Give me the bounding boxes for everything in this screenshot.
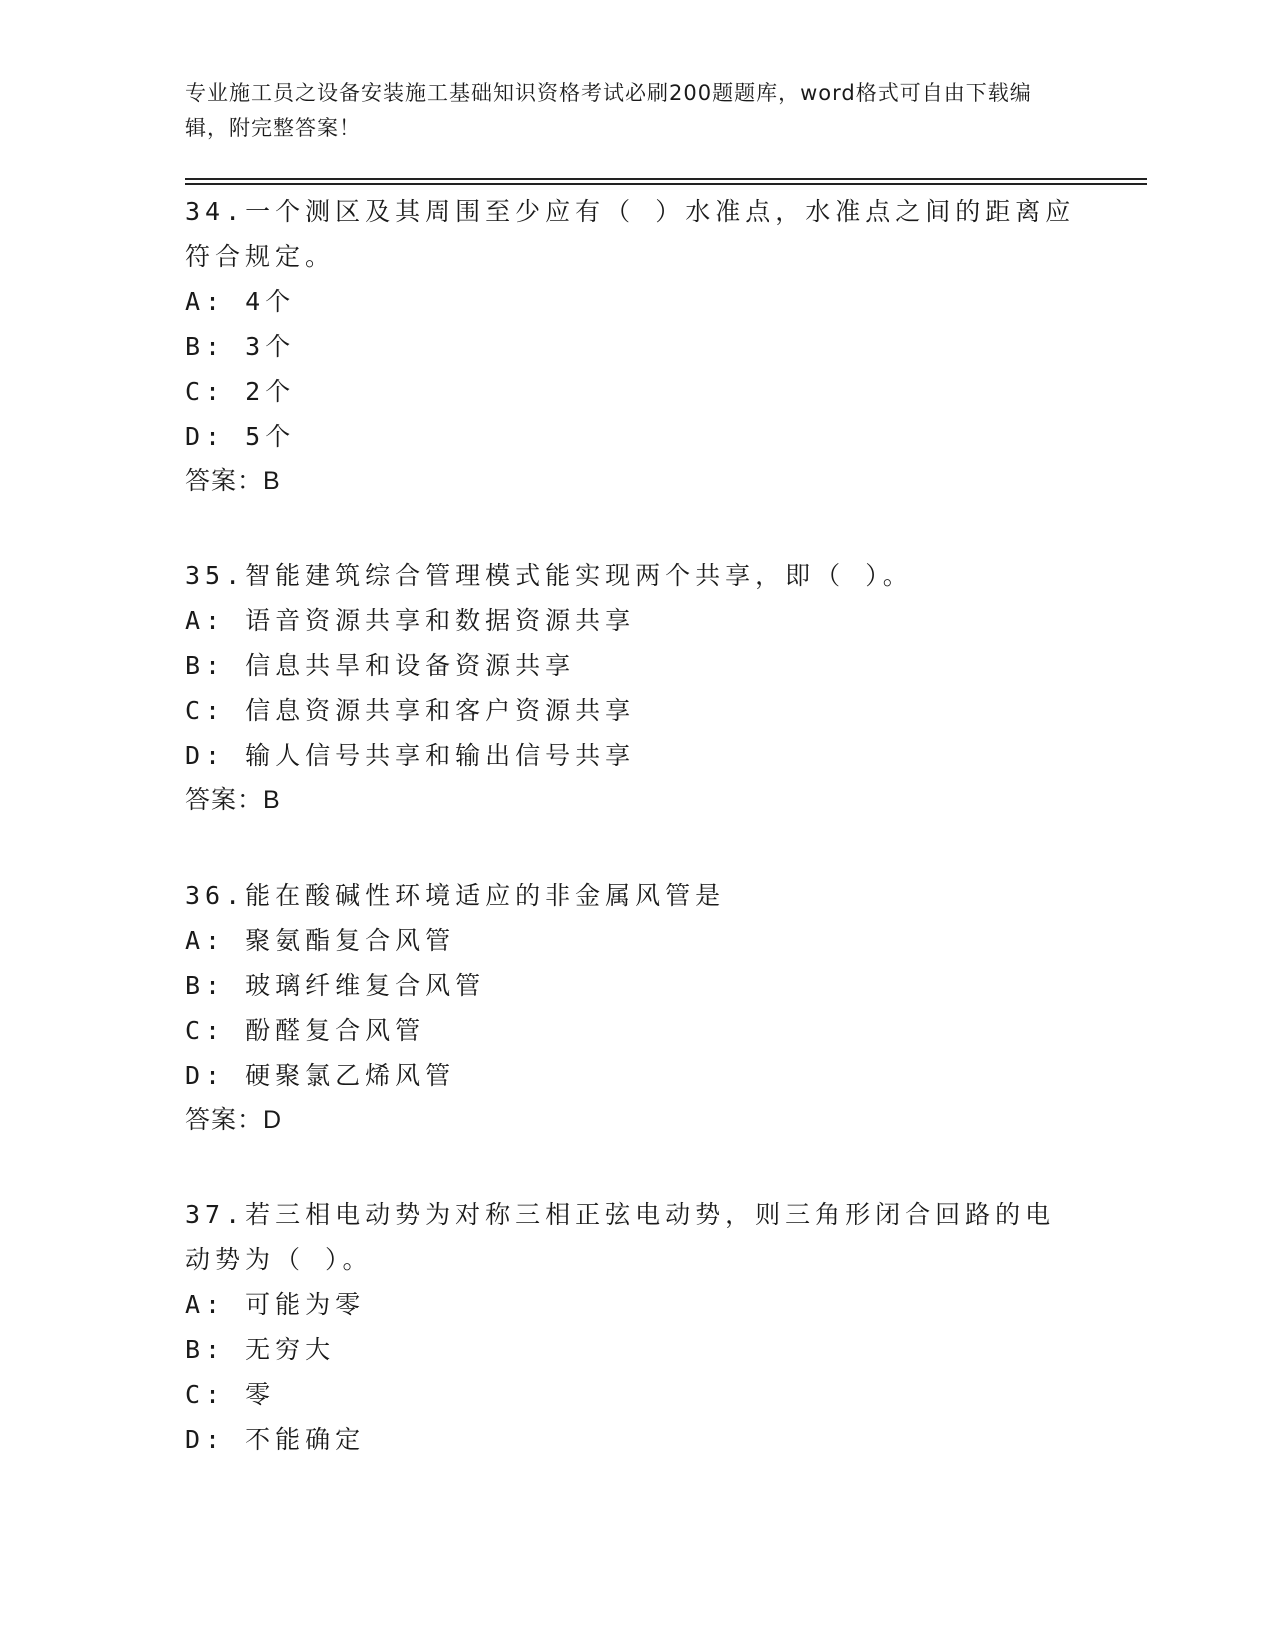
option-b: B: 3个: [185, 332, 296, 361]
option-b: B: 无穷大: [185, 1335, 336, 1364]
question-36: [185, 873, 1085, 1143]
question-34: [185, 189, 1085, 504]
question-stem: 37.若三相电动势为对称三相正弦电动势，则三角形闭合回路的电动势为（ ）。: [185, 1200, 1056, 1274]
option-d: D: 输人信号共享和输出信号共享: [185, 741, 636, 770]
question-stem: 34.一个测区及其周围至少应有（ ）水准点，水准点之间的距离应符合规定。: [185, 197, 1076, 271]
answer-label: 答案：B: [185, 467, 281, 495]
option-b: B: 玻璃纤维复合风管: [185, 971, 486, 1000]
option-d: D: 5个: [185, 422, 296, 451]
header-divider-bottom: [185, 183, 1147, 185]
option-a: A: 语音资源共享和数据资源共享: [185, 606, 636, 635]
option-a: A: 聚氨酯复合风管: [185, 926, 456, 955]
question-stem: 35.智能建筑综合管理模式能实现两个共享，即（ ）。: [185, 561, 913, 590]
option-b: B: 信息共旱和设备资源共享: [185, 651, 576, 680]
answer-label: 答案：D: [185, 1106, 283, 1134]
option-c: C: 2个: [185, 377, 296, 406]
header-divider-top: [185, 178, 1147, 180]
option-a: A: 可能为零: [185, 1290, 366, 1319]
option-c: C: 零: [185, 1380, 276, 1409]
option-a: A: 4个: [185, 287, 296, 316]
option-c: C: 酚醛复合风管: [185, 1016, 426, 1045]
question-stem: 36.能在酸碱性环境适应的非金属风管是: [185, 881, 726, 910]
option-d: D: 硬聚氯乙烯风管: [185, 1061, 456, 1090]
question-37: [185, 1192, 1085, 1462]
answer-label: 答案：B: [185, 786, 281, 814]
document-intro: 专业施工员之设备安装施工基础知识资格考试必刷200题题库，word格式可自由下载编辑，附完整答案！: [185, 81, 1032, 140]
question-35: [185, 553, 1085, 823]
option-d: D: 不能确定: [185, 1425, 366, 1454]
option-c: C: 信息资源共享和客户资源共享: [185, 696, 636, 725]
